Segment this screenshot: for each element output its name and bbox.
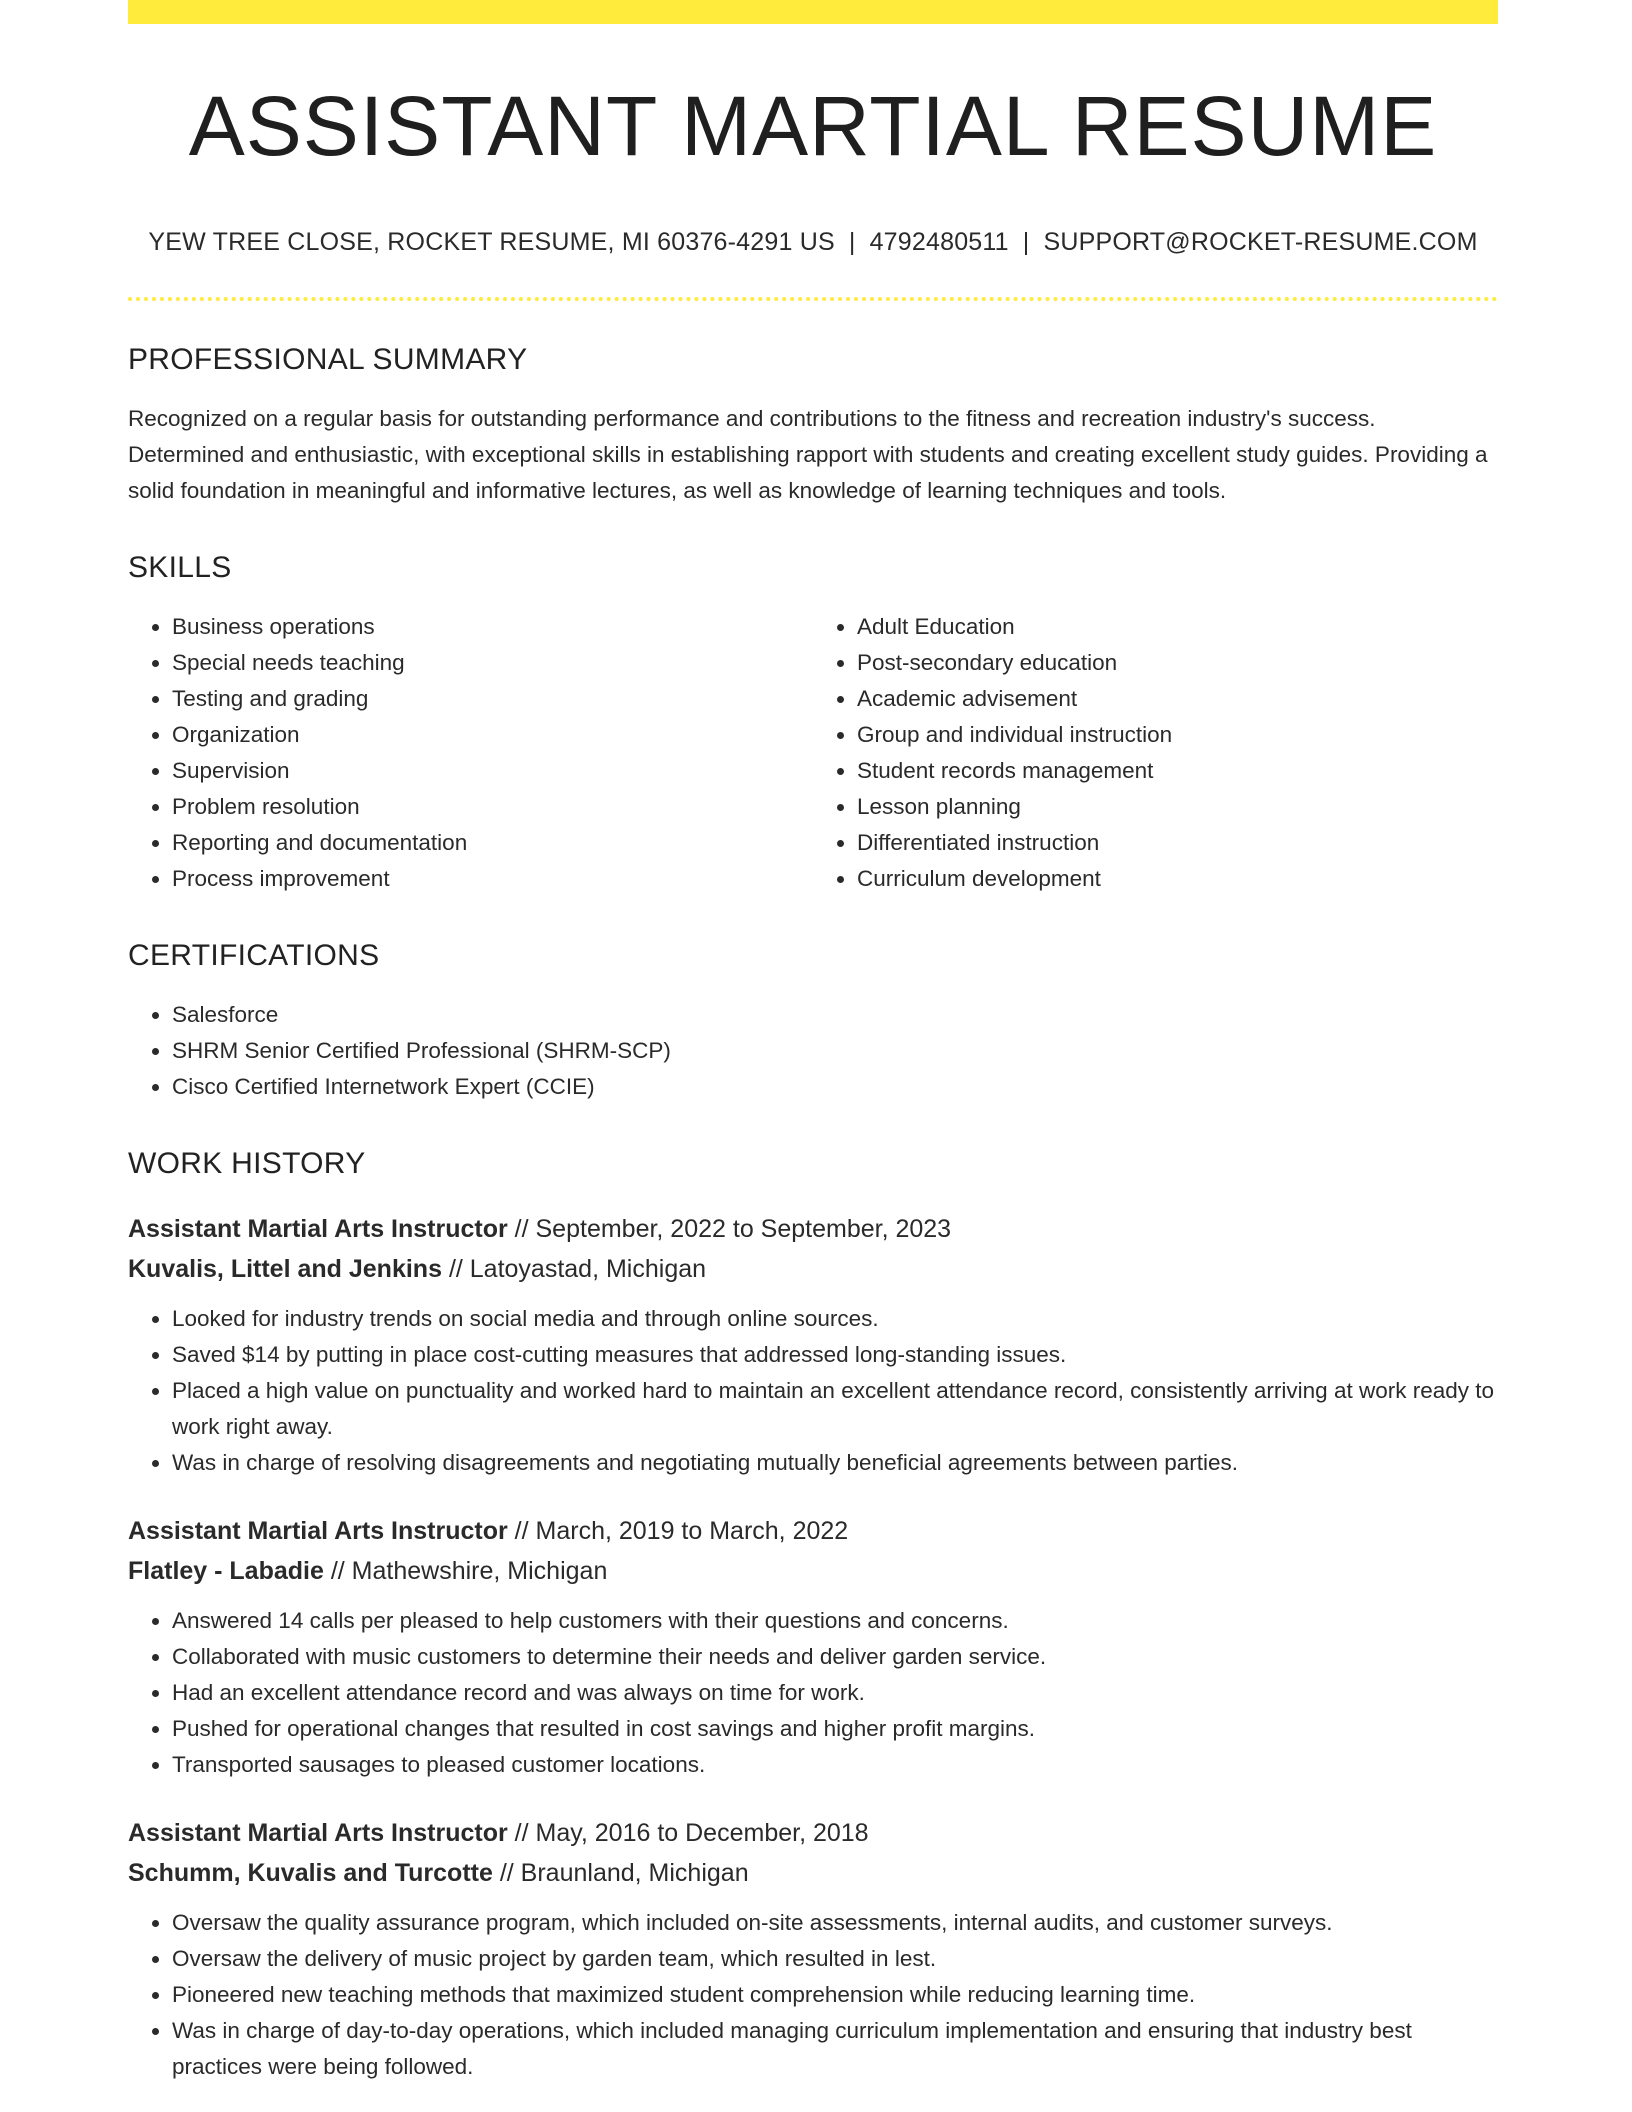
skill-item: • Special needs teaching [172, 645, 813, 681]
skills-list-left [128, 609, 813, 897]
address: YEW TREE CLOSE, ROCKET RESUME, MI 60376-4291 US [148, 228, 835, 257]
skill-item: • Lesson planning [857, 789, 1498, 825]
job-bullet: • Was in charge of resolving disagreements and negotiating mutually beneficial agreements between parties. [172, 1445, 1498, 1481]
skills-heading: SKILLS [128, 551, 232, 585]
skill-item: • Problem resolution [172, 789, 813, 825]
job-dates: // May, 2016 to December, 2018 [514, 1819, 869, 1848]
job-company: Kuvalis, Littel and Jenkins [128, 1255, 442, 1284]
contact-separator: | [1022, 228, 1030, 257]
job-bullet: • Saved $14 by putting in place cost-cutting measures that addressed long-standing issues. [172, 1337, 1498, 1373]
contact-line [128, 228, 1498, 257]
resume-page [128, 0, 1498, 2085]
job-header [128, 1209, 1498, 1289]
job-entry [128, 1209, 1498, 1481]
skill-item: • Post-secondary education [857, 645, 1498, 681]
certifications-list [128, 997, 1498, 1105]
job-bullet: • Transported sausages to pleased customer locations. [172, 1747, 1498, 1783]
job-title: Assistant Martial Arts Instructor [128, 1215, 508, 1244]
job-bullets [128, 1603, 1498, 1783]
skills-columns [128, 609, 1498, 897]
job-entry [128, 1511, 1498, 1783]
skill-item: • Academic advisement [857, 681, 1498, 717]
work-history-section [128, 1147, 1498, 2085]
email: SUPPORT@ROCKET-RESUME.COM [1043, 228, 1478, 257]
job-title-line [128, 1209, 1498, 1249]
certification-item: • Cisco Certified Internetwork Expert (CCIE) [172, 1069, 1498, 1105]
certification-item: • Salesforce [172, 997, 1498, 1033]
job-bullet: • Looked for industry trends on social media and through online sources. [172, 1301, 1498, 1337]
skill-item: • Group and individual instruction [857, 717, 1498, 753]
job-bullet: • Oversaw the delivery of music project by garden team, which resulted in lest. [172, 1941, 1498, 1977]
job-title-line [128, 1511, 1498, 1551]
skill-item: • Curriculum development [857, 861, 1498, 897]
job-company: Schumm, Kuvalis and Turcotte [128, 1859, 493, 1888]
job-header [128, 1511, 1498, 1591]
contact-separator: | [848, 228, 856, 257]
job-company-line [128, 1249, 1498, 1289]
job-title-line [128, 1813, 1498, 1853]
skill-item: • Reporting and documentation [172, 825, 813, 861]
job-bullet: • Placed a high value on punctuality and worked hard to maintain an excellent attendance record, consistently arriving at work ready to work right away. [172, 1373, 1498, 1445]
job-bullet: • Had an excellent attendance record and was always on time for work. [172, 1675, 1498, 1711]
phone: 4792480511 [869, 228, 1009, 257]
skills-list-right [813, 609, 1498, 897]
skill-item: • Student records management [857, 753, 1498, 789]
job-location: // Braunland, Michigan [499, 1859, 749, 1888]
job-bullets [128, 1301, 1498, 1481]
skill-item: • Differentiated instruction [857, 825, 1498, 861]
top-accent-bar [128, 0, 1498, 24]
summary-section [128, 343, 1498, 509]
job-company-line [128, 1853, 1498, 1893]
skill-item: • Adult Education [857, 609, 1498, 645]
job-location: // Latoyastad, Michigan [448, 1255, 707, 1284]
job-dates: // September, 2022 to September, 2023 [514, 1215, 952, 1244]
job-bullet: • Was in charge of day-to-day operations, which included managing curriculum implementation and ensuring that industry best practices were being followed. [172, 2013, 1498, 2085]
summary-text: Recognized on a regular basis for outstanding performance and contributions to the fitness and recreation industry's success. Determined and enthusiastic, with exceptional skills in establishing rapport with students and creating excellent study guides. Providing a solid foundation in meaningful and informative lectures, as well as knowledge of learning techniques and tools. [128, 406, 1488, 504]
job-dates: // March, 2019 to March, 2022 [514, 1517, 849, 1546]
job-bullet: • Pioneered new teaching methods that maximized student comprehension while reducing learning time. [172, 1977, 1498, 2013]
resume-title: ASSISTANT MARTIAL RESUME [188, 79, 1438, 173]
certifications-section [128, 939, 1498, 1105]
skills-section [128, 551, 1498, 897]
job-bullet: • Oversaw the quality assurance program, which included on-site assessments, internal audits, and customer surveys. [172, 1905, 1498, 1941]
dotted-divider [128, 297, 1498, 301]
job-bullet: • Pushed for operational changes that resulted in cost savings and higher profit margins. [172, 1711, 1498, 1747]
job-title: Assistant Martial Arts Instructor [128, 1819, 508, 1848]
job-title: Assistant Martial Arts Instructor [128, 1517, 508, 1546]
job-company: Flatley - Labadie [128, 1557, 324, 1586]
work-history-heading: WORK HISTORY [128, 1147, 366, 1181]
job-company-line [128, 1551, 1498, 1591]
job-header [128, 1813, 1498, 1893]
skill-item: • Supervision [172, 753, 813, 789]
certification-item: • SHRM Senior Certified Professional (SHRM-SCP) [172, 1033, 1498, 1069]
certifications-heading: CERTIFICATIONS [128, 939, 380, 973]
skill-item: • Business operations [172, 609, 813, 645]
job-bullet: • Answered 14 calls per pleased to help customers with their questions and concerns. [172, 1603, 1498, 1639]
skill-item: • Organization [172, 717, 813, 753]
job-bullet: • Collaborated with music customers to determine their needs and deliver garden service. [172, 1639, 1498, 1675]
skill-item: • Process improvement [172, 861, 813, 897]
job-bullets [128, 1905, 1498, 2085]
skill-item: • Testing and grading [172, 681, 813, 717]
job-location: // Mathewshire, Michigan [330, 1557, 608, 1586]
job-entry [128, 1813, 1498, 2085]
summary-heading: PROFESSIONAL SUMMARY [128, 343, 528, 377]
